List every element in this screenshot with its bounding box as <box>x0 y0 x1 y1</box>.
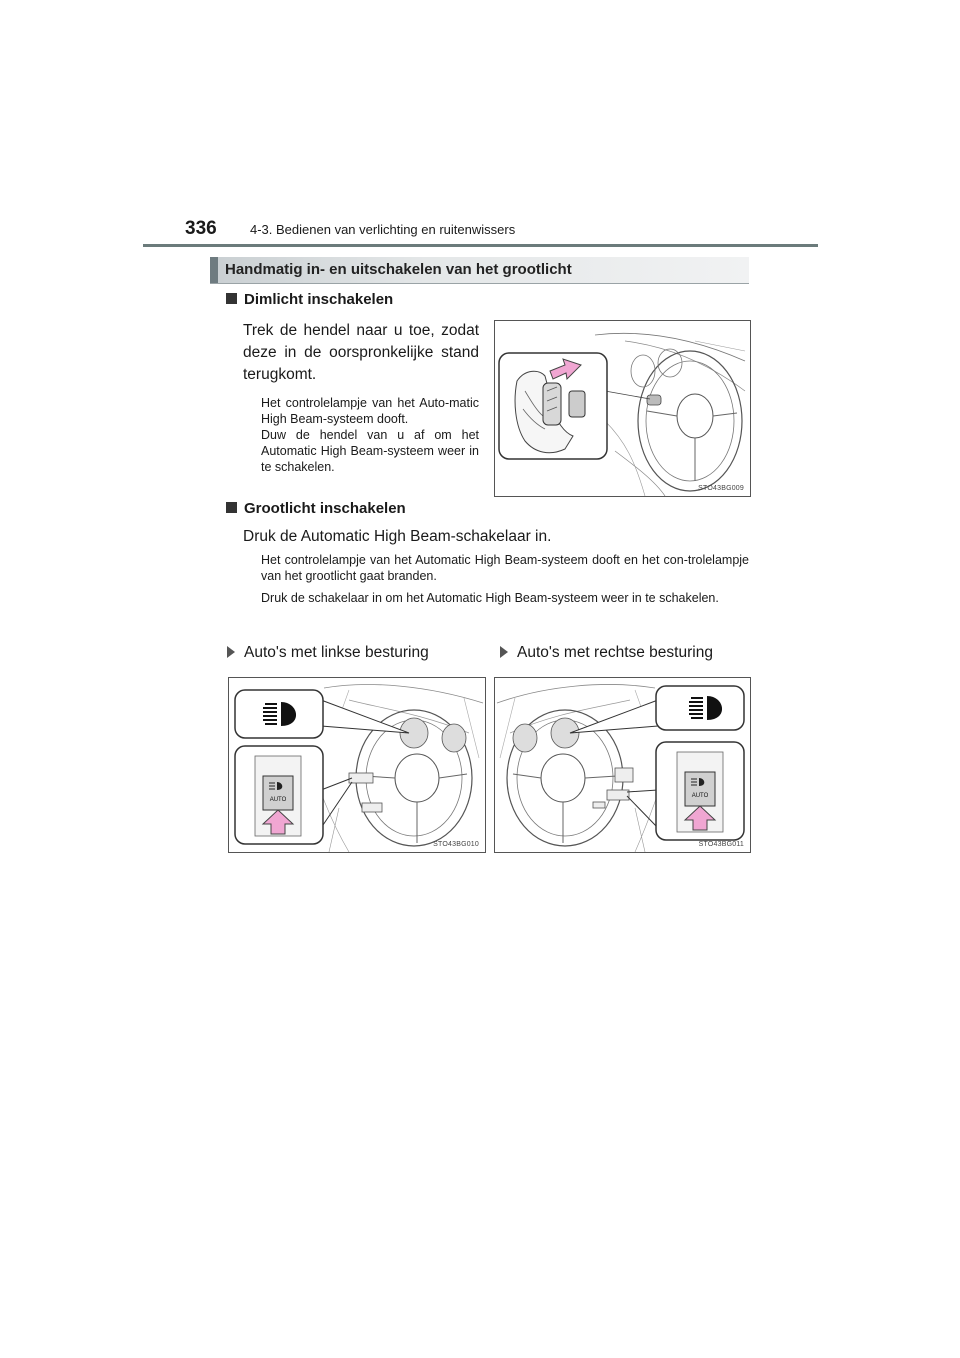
dimlicht-heading-text: Dimlicht inschakelen <box>244 291 394 308</box>
auto-label: AUTO <box>269 797 287 803</box>
right-drive-label <box>500 644 713 662</box>
left-drive-illustration <box>229 678 485 852</box>
grootlicht-instruction: Druk de Automatic High Beam-schakelaar in. <box>243 528 552 545</box>
grootlicht-note-2: Druk de schakelaar in om het Automatic High Beam-systeem weer in te schakelen. <box>261 591 719 605</box>
square-bullet-icon <box>226 502 237 513</box>
dimlicht-instruction: Trek de hendel naar u toe, zodat deze in de oorspronkelijke stand terugkomt. <box>243 322 479 383</box>
left-drive-label-text: Auto's met linkse besturing <box>244 644 429 661</box>
dimlicht-note-1: Het controlelampje van het Auto-matic High Beam-systeem dooft. <box>261 396 479 426</box>
auto-label: AUTO <box>691 793 709 799</box>
section-stripe <box>210 257 218 283</box>
triangle-bullet-icon <box>500 646 508 658</box>
right-drive-figure <box>494 677 751 853</box>
section-title-bar <box>210 257 749 284</box>
auto-high-beam-switch-icon <box>263 776 293 810</box>
grootlicht-heading <box>226 500 406 517</box>
section-title: Handmatig in- en uitschakelen van het grootlicht <box>225 261 572 278</box>
right-drive-label-text: Auto's met rechtse besturing <box>517 644 713 661</box>
header-rule <box>143 244 818 247</box>
triangle-bullet-icon <box>227 646 235 658</box>
dimlicht-note-2: Duw de hendel van u af om het Automatic High Beam-systeem weer in te schakelen. <box>261 428 479 474</box>
lever-figure <box>494 320 751 497</box>
figure-code: STO43BG009 <box>698 485 744 492</box>
running-head: 4-3. Bedienen van verlichting en ruitenwissers <box>250 222 516 237</box>
grootlicht-heading-text: Grootlicht inschakelen <box>244 500 406 517</box>
figure-code: STO43BG010 <box>433 841 479 848</box>
lever-illustration <box>495 321 750 496</box>
dimlicht-heading <box>226 291 393 308</box>
auto-high-beam-switch-icon <box>685 772 715 806</box>
grootlicht-note-1: Het controlelampje van het Automatic High Beam-systeem dooft en het con-trolelampje van het grootlicht gaat branden. <box>261 553 749 583</box>
page-number: 336 <box>185 218 217 239</box>
right-drive-illustration <box>495 678 750 852</box>
square-bullet-icon <box>226 293 237 304</box>
left-drive-figure <box>228 677 486 853</box>
left-drive-label <box>227 644 429 662</box>
figure-code: STO43BG011 <box>698 841 744 848</box>
